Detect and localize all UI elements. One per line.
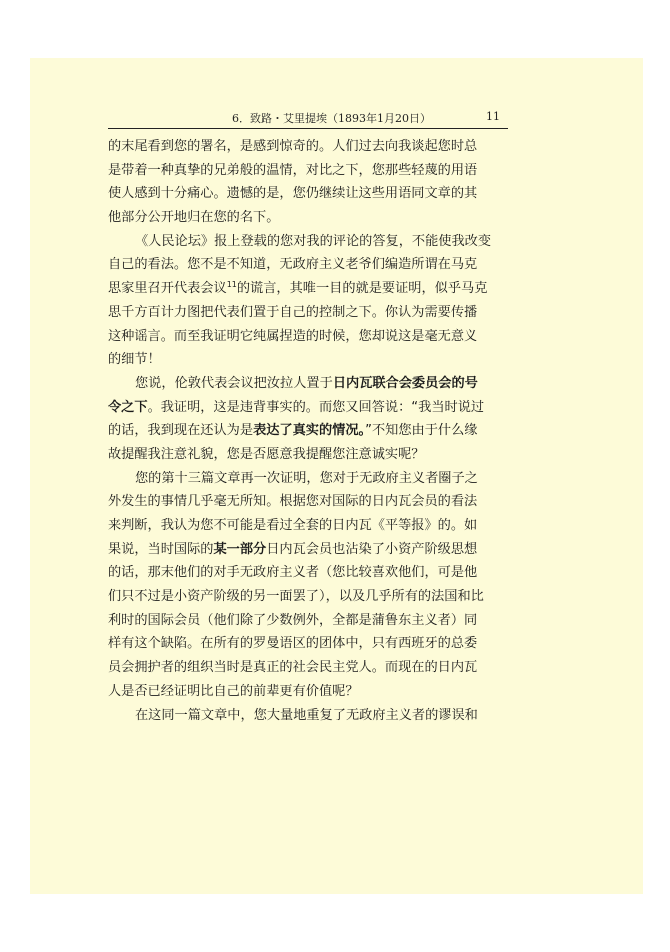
running-header <box>108 108 508 129</box>
bold-phrase: 表达了真实的情况。 <box>253 423 366 439</box>
text-line: 是带着一种真挚的兄弟般的温情，对比之下，您那些轻蔑的用语 <box>108 162 478 178</box>
text-line: 员会拥护者的组织当时是真正的社会民主党人。而现在的日内瓦 <box>108 660 478 676</box>
paragraph-start-line: 在这同一篇文章中，您大量地重复了无政府主义者的谬误和 <box>135 707 478 723</box>
text-line: 故提醒我注意礼貌，您是否愿意我提醒您注意诚实呢？ <box>108 446 425 462</box>
paragraph-start-line: 您的第十三篇文章再一次证明，您对于无政府主义者圈子之 <box>135 470 478 486</box>
paragraph-start-line: 您说，伦敦代表会议把汝拉人置于日内瓦联合会委员会的号 <box>135 375 478 391</box>
text-line: 外发生的事情几乎毫无所知。根据您对国际的日内瓦会员的看法 <box>108 494 478 510</box>
paragraph-start-line: 《人民论坛》报上登载的您对我的评论的答复，不能使我改变 <box>135 233 492 249</box>
text-line: 样有这个缺陷。在所有的罗曼语区的团体中，只有西班牙的总委 <box>108 636 478 652</box>
text-line: 利时的国际会员（他们除了少数例外，全都是蒲鲁东主义者）同 <box>108 612 478 628</box>
page-number: 11 <box>486 110 500 123</box>
text-line: 使人感到十分痛心。遗憾的是，您仍继续让这些用语同文章的其 <box>108 186 478 202</box>
footnote-marker: 11 <box>226 280 237 290</box>
bold-phrase: 令之下 <box>108 399 148 415</box>
text-line: 果说，当时国际的某一部分日内瓦会员也沾染了小资产阶级思想 <box>108 541 478 557</box>
text-line: 人是否已经证明比自己的前辈更有价值呢？ <box>108 683 359 699</box>
bold-phrase: 日内瓦联合会委员会的号 <box>332 375 478 391</box>
text-line: 的末尾看到您的署名，是感到惊奇的。人们过去向我谈起您时总 <box>108 139 478 154</box>
text-line: 他部分公开地归在您的名下。 <box>108 210 280 226</box>
text-line: 的话，我到现在还认为是表达了真实的情况。”不知您由于什么缘 <box>108 423 478 439</box>
text-line: 思家里召开代表会议$^{11}$的谎言，其唯一目的就是要证明，似乎马克 <box>108 280 488 297</box>
header-title: 6．致路・艾里提埃（1893年1月20日） <box>232 112 431 125</box>
body-text <box>108 135 508 727</box>
text-line: 令之下。我证明，这是违背事实的。而您又回答说：“我当时说过 <box>108 399 485 415</box>
bold-phrase: 某一部分 <box>213 541 267 557</box>
text-line: 自己的看法。您不是不知道，无政府主义老爷们编造所谓在马克 <box>108 257 478 273</box>
text-line: 的细节！ <box>108 352 161 368</box>
text-line: 思千方百计力图把代表们置于自己的控制之下。你认为需要传播 <box>108 304 478 320</box>
text-line: 的话，那末他们的对手无政府主义者（您比较喜欢他们，可是他 <box>108 565 478 581</box>
text-line: 来判断，我认为您不可能是看过全套的日内瓦《平等报》的。如 <box>108 518 478 533</box>
text-line: 这种谣言。而至我证明它纯属捏造的时候，您却说这是毫无意义 <box>108 328 478 344</box>
text-line: 们只不过是小资产阶级的另一面罢了），以及几乎所有的法国和比 <box>108 589 484 605</box>
